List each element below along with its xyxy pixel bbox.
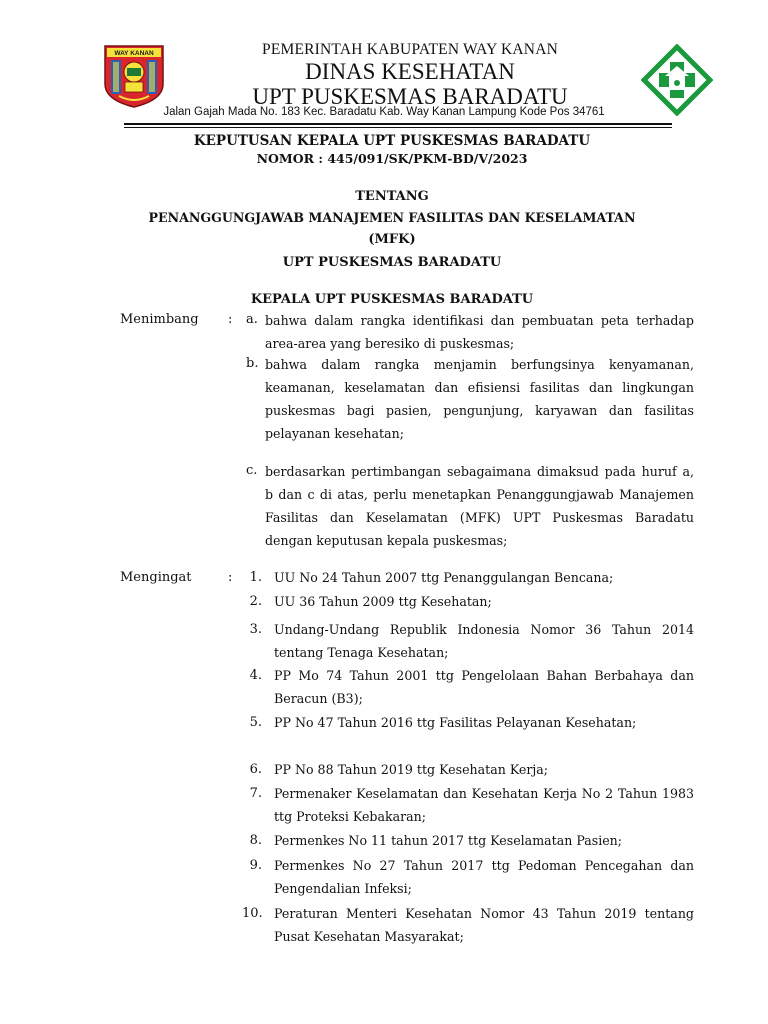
subject-line-3: UPT PUSKESMAS BARADATU	[282, 255, 502, 270]
menimbang-colon: :	[228, 312, 233, 327]
mengingat-item-1: UU No 24 Tahun 2007 ttg Penanggulangan Bencana;	[274, 570, 614, 585]
mengingat-item-3: Undang-Undang Republik Indonesia Nomor 36 Tahun 2014 tentang Tenaga Kesehatan;	[274, 622, 694, 660]
subject-line-1: PENANGGUNGJAWAB MANAJEMEN FASILITAS DAN KESELAMATAN	[148, 210, 636, 225]
menimbang-item-b: bahwa dalam rangka menjamin berfungsinya kenyamanan, keamanan, keselamatan dan efisiensi fasilitas dan lingkungan puskesmas bagi pasien, pengunjung, karyawan dan fasilitas pelayanan kesehatan;	[265, 357, 694, 441]
mengingat-item-10: Peraturan Menteri Kesehatan Nomor 43 Tahun 2019 tentang Pusat Kesehatan Masyarakat;	[274, 906, 694, 944]
mengingat-label: Mengingat	[120, 570, 192, 585]
menimbang-mark-a: a.	[246, 312, 258, 327]
mengingat-num-9: 9.	[249, 858, 262, 873]
letterhead-government: PEMERINTAH KABUPATEN WAY KANAN	[262, 41, 558, 58]
mengingat-num-3: 3.	[249, 622, 262, 637]
logo-left-text: WAY KANAN	[114, 50, 154, 57]
mengingat-item-8: Permenkes No 11 tahun 2017 ttg Keselamatan Pasien;	[274, 833, 623, 848]
decree-number: NOMOR : 445/091/SK/PKM-BD/V/2023	[256, 151, 528, 166]
letterhead-thick-rule	[124, 123, 672, 125]
menimbang-item-a: bahwa dalam rangka identifikasi dan pembuatan peta terhadap area-area yang beresiko di puskesmas;	[265, 313, 694, 351]
letterhead-agency: DINAS KESEHATAN	[305, 59, 515, 84]
letterhead-address: Jalan Gajah Mada No. 183 Kec. Baradatu Kab. Way Kanan Lampung Kode Pos 34761	[163, 106, 605, 118]
mengingat-num-6: 6.	[249, 762, 262, 777]
mengingat-num-2: 2.	[249, 594, 262, 609]
mengingat-num-8: 8.	[249, 833, 262, 848]
issuer-heading: KEPALA UPT PUSKESMAS BARADATU	[250, 292, 534, 307]
letterhead-thin-rule	[124, 127, 672, 128]
mengingat-item-2: UU 36 Tahun 2009 ttg Kesehatan;	[274, 594, 492, 609]
mengingat-item-6: PP No 88 Tahun 2019 ttg Kesehatan Kerja;	[274, 762, 549, 777]
subject-line-2: (MFK)	[368, 232, 416, 247]
mengingat-item-5: PP No 47 Tahun 2016 ttg Fasilitas Pelayanan Kesehatan;	[274, 715, 637, 730]
menimbang-mark-b: b.	[246, 356, 259, 371]
mengingat-num-5: 5.	[249, 715, 262, 730]
decree-title: KEPUTUSAN KEPALA UPT PUSKESMAS BARADATU	[193, 133, 591, 149]
mengingat-num-4: 4.	[249, 668, 262, 683]
letterhead	[180, 40, 640, 109]
menimbang-mark-c: c.	[246, 463, 258, 478]
way-kanan-regency-emblem-icon	[103, 44, 165, 108]
menimbang-label: Menimbang	[120, 312, 199, 327]
mengingat-colon: :	[228, 570, 233, 585]
mengingat-num-7: 7.	[249, 786, 262, 801]
mengingat-item-4: PP Mo 74 Tahun 2001 ttg Pengelolaan Bahan Berbahaya dan Beracun (B3);	[274, 668, 694, 706]
mengingat-num-1: 1.	[249, 570, 262, 585]
menimbang-item-c: berdasarkan pertimbangan sebagaimana dimaksud pada huruf a, b dan c di atas, perlu menetapkan Penanggungjawab Manajemen Fasilitas dan Keselamatan (MFK) UPT Puskesmas Baradatu dengan keputusan kepala puskesmas;	[265, 464, 694, 548]
mengingat-item-7: Permenaker Keselamatan dan Kesehatan Kerja No 2 Tahun 1983 ttg Proteksi Kebakaran;	[274, 786, 694, 824]
about-heading: TENTANG	[355, 189, 429, 204]
mengingat-item-9: Permenkes No 27 Tahun 2017 ttg Pedoman Pencegahan dan Pengendalian Infeksi;	[274, 858, 694, 896]
mengingat-num-10: 10.	[242, 906, 263, 921]
letterhead-unit: UPT PUSKESMAS BARADATU	[252, 84, 568, 109]
